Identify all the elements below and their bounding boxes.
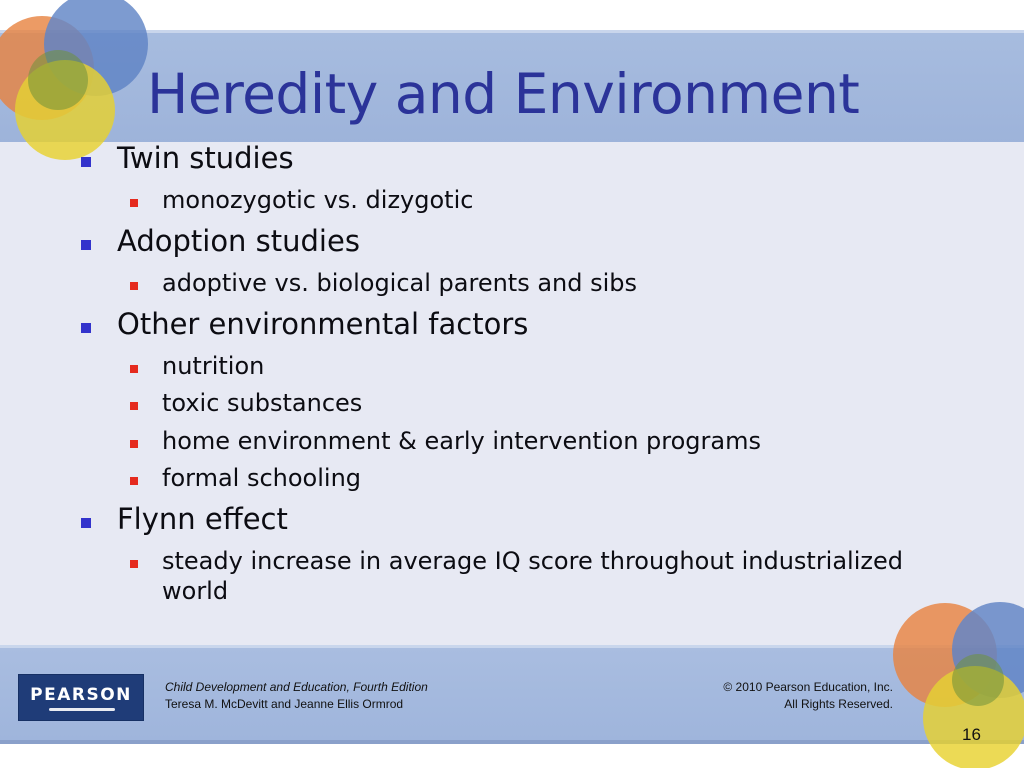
sub-bullet-marker-icon [130,402,138,410]
bullet-item: Adoption studies [117,224,360,258]
bottom-right-circles-graphic [893,602,1024,768]
rights-text: All Rights Reserved. [784,697,893,711]
slide-number: 16 [962,725,981,744]
sub-bullet-marker-icon [130,440,138,448]
footer-citation [165,679,428,713]
bullet-marker-icon [81,157,91,167]
sub-bullet-item: formal schooling [162,464,362,492]
sub-bullet-marker-icon [130,199,138,207]
logo-swoosh-icon [49,708,115,711]
bullet-item: Twin studies [117,141,294,175]
sub-bullet-item: steady increase in average IQ score throughout industrialized world [162,547,903,605]
bullet-item: Flynn effect [117,502,288,536]
sub-bullet-marker-icon [130,365,138,373]
sub-bullet-marker-icon [130,560,138,568]
sub-bullet-marker-icon [130,477,138,485]
bullet-marker-icon [81,323,91,333]
sub-bullet-item: toxic substances [162,389,363,417]
bullet-marker-icon [81,518,91,528]
sub-bullet-item: monozygotic vs. dizygotic [162,186,474,214]
sub-bullet-item: home environment & early intervention programs [162,427,761,455]
slide-title: Heredity and Environment [147,62,860,126]
sub-bullet-item: nutrition [162,352,265,380]
logo-text: PEARSON [30,685,132,705]
book-title: Child Development and Education, Fourth Edition [165,680,428,694]
sub-bullet-marker-icon [130,282,138,290]
pearson-logo [18,674,144,721]
footer-copyright [723,679,893,713]
copyright-text: © 2010 Pearson Education, Inc. [723,680,893,694]
bullet-marker-icon [81,240,91,250]
bullet-item: Other environmental factors [117,307,529,341]
top-left-circles-graphic [0,0,148,160]
book-authors: Teresa M. McDevitt and Jeanne Ellis Ormrod [165,697,404,711]
sub-bullet-item: adoptive vs. biological parents and sibs [162,269,638,297]
